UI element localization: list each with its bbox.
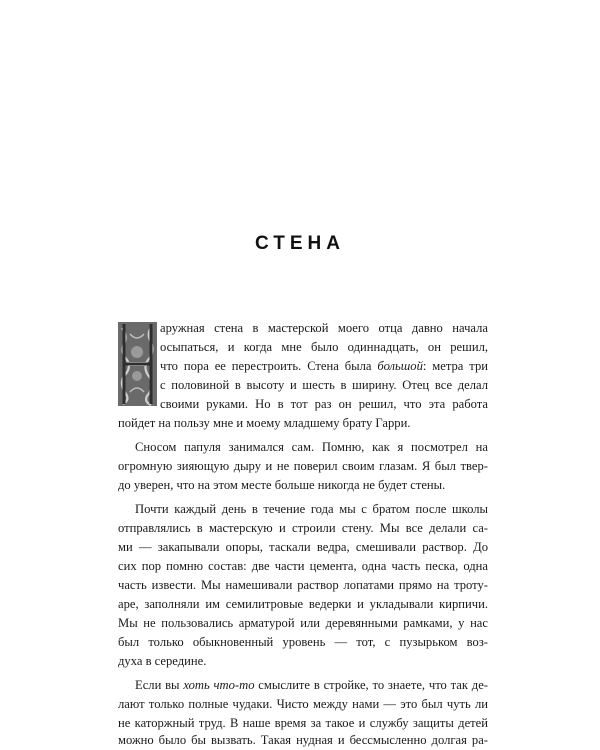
text-line <box>160 357 488 376</box>
text-line: ми — закапывали опоры, таскали ведра, смешивали раствор. До <box>118 540 488 554</box>
chapter-title: СТЕНА <box>255 233 345 254</box>
text-line: с половиной в высоту и шесть в ширину. Отец все делал <box>160 378 488 392</box>
text-line: аре, заполняли им семилитровые ведерки и укладывали кирпичи. <box>118 597 488 611</box>
text-line: был только обыкновенный уровень — тот, с пузырьком воз- <box>118 635 488 649</box>
text-line: Сносом папуля занимался сам. Помню, как я посмотрел на <box>135 440 488 454</box>
text-line: аружная стена в мастерской моего отца давно начала <box>160 321 488 335</box>
text-line: не каторжный труд. В наше время за такое и службу защиты детей <box>118 716 488 730</box>
text-segment: смыслите в стройке, то знаете, что так де- <box>254 678 488 692</box>
text-line: огромную зияющую дыру и не поверил своим глазам. Я был твер- <box>118 459 488 473</box>
text-line: можно было бы вызвать. Такая нудная и бессмысленно долгая ра- <box>118 733 488 747</box>
text-segment: ают только полные чудаки. Чисто между нами — это был чуть ли <box>124 697 488 711</box>
text-line <box>118 695 488 714</box>
text-line: Мы не пользовались арматурой или деревянными рамками, у нас <box>118 616 488 630</box>
text-line <box>135 676 488 695</box>
text-line: осыпаться, и когда мне было одиннадцать, он решил, <box>160 340 488 354</box>
text-line: духа в середине. <box>118 654 207 668</box>
text-segment: л <box>118 697 125 711</box>
text-line: пойдет на пользу мне и моему младшему брату Гарри. <box>118 416 411 430</box>
text-line: Почти каждый день в течение года мы с братом после школы <box>135 502 488 516</box>
text-line: до уверен, что на этом месте больше никогда не будет стены. <box>118 478 446 492</box>
text-line: часть извести. Мы намешивали раствор лопатами прямо на троту- <box>118 578 488 592</box>
emphasis-text: хоть что-то <box>183 678 255 692</box>
text-line: своими руками. Но в тот раз он решил, что эта работа <box>160 397 488 411</box>
emphasis-text: большой <box>377 359 423 373</box>
text-segment: : метра три <box>422 359 488 373</box>
text-segment: Если вы <box>135 678 184 692</box>
ornamental-dropcap-icon <box>118 322 157 406</box>
text-line: сих пор помню состав: две части цемента, одна часть песка, одна <box>118 559 488 573</box>
text-segment: что пора ее перестроить. Стена была <box>160 359 378 373</box>
text-line: отправлялись в мастерскую и строили стену. Мы все делали са- <box>118 521 488 535</box>
